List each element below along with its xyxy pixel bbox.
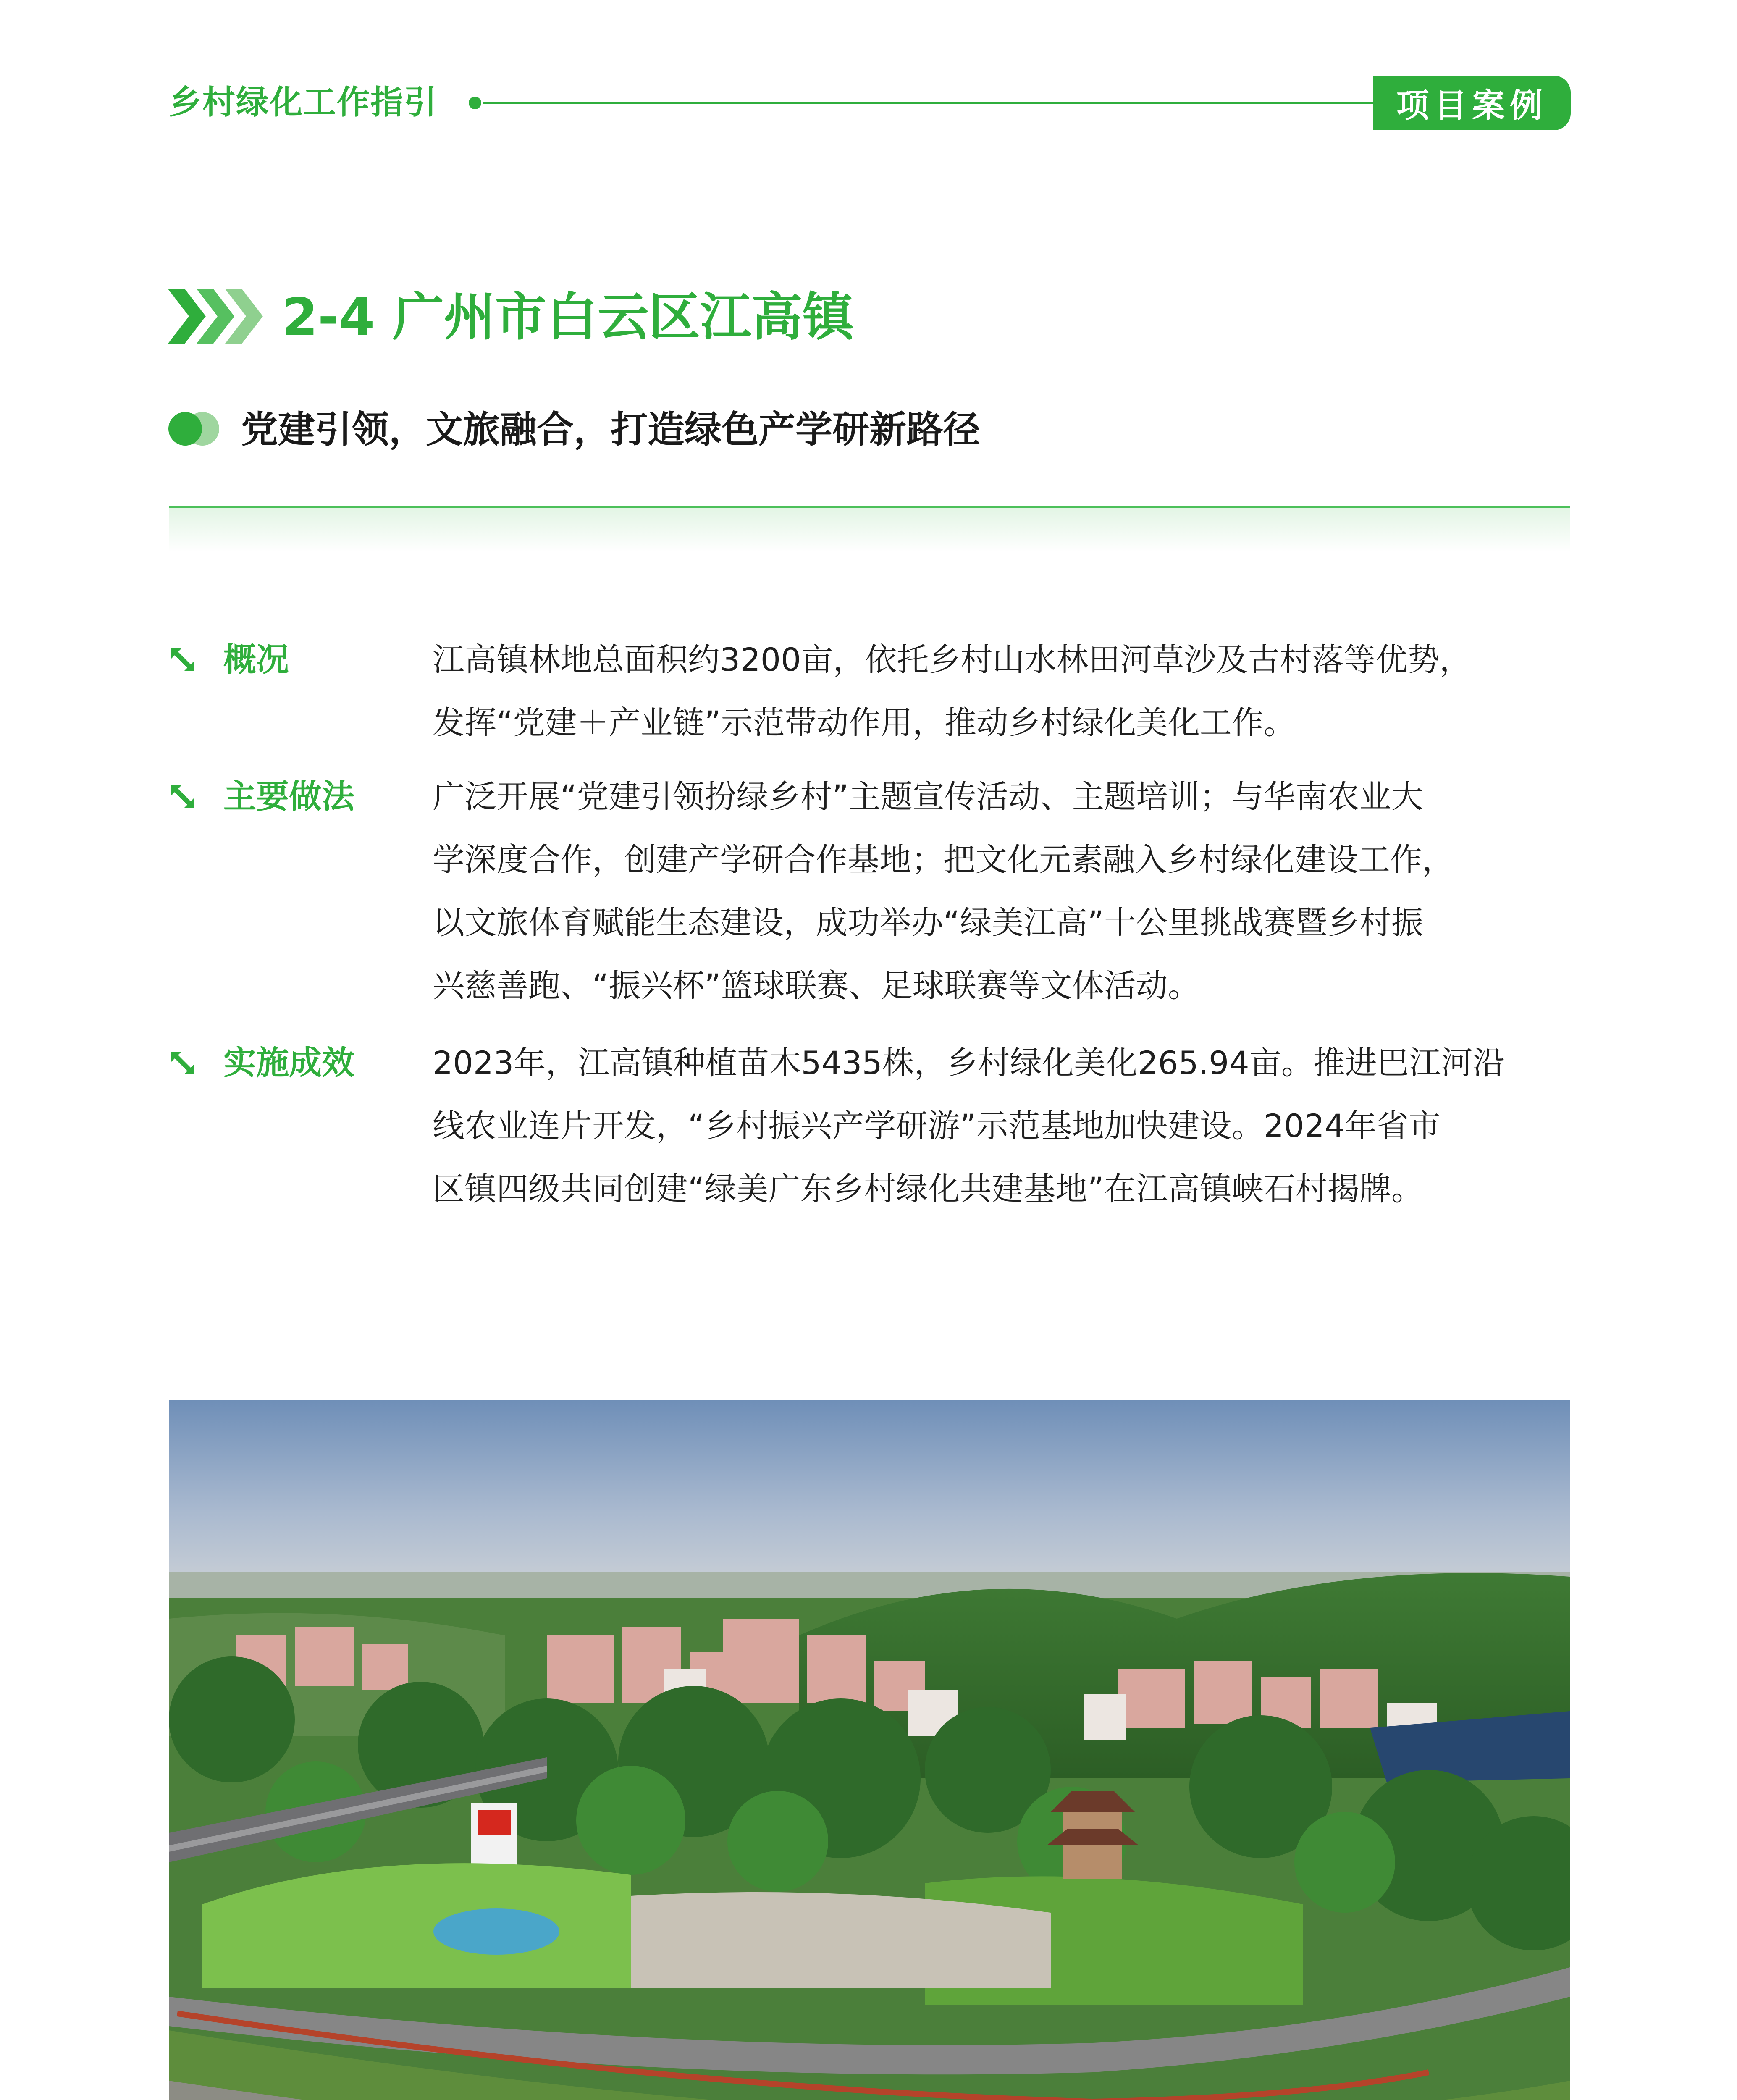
overview-label: 概况 — [223, 641, 289, 679]
results-text: 2023年，江高镇种植苗木5435株，乡村绿化美化265.94亩。推进巴江河沿 线农业连片开发，“乡村振兴产学研游”示范基地加快建设。2024年省市 区镇四级共同创建“绿美广东乡村绿化共建基地”在江高镇峡石村揭牌。 — [433, 1044, 1505, 1208]
results-label: 实施成效 — [223, 1044, 355, 1082]
aerial-village-photo — [169, 1400, 1570, 2100]
gradient-divider — [169, 506, 1570, 552]
case-subtitle: 党建引领，文旅融合，打造绿色产学研新路径 — [241, 408, 981, 451]
section-badge: 项目案例 — [1373, 76, 1571, 130]
measures-text: 广泛开展“党建引领扮绿乡村”主题宣传活动、主题培训；与华南农业大 学深度合作，创建产学研合作基地；把文化元素融入乡村绿化建设工作， 以文旅体育赋能生态建设，成功举办“绿美江高”十公里挑战赛暨乡村振 兴慈善跑、“振兴杯”篮球联赛、足球联赛等文体活动。 — [433, 778, 1454, 1004]
toggle-dots-icon — [168, 412, 223, 446]
expand-arrows-icon — [169, 1049, 197, 1077]
expand-arrows-icon — [169, 783, 197, 811]
measures-label: 主要做法 — [223, 778, 355, 816]
overview-text: 江高镇林地总面积约3200亩，依托乡村山水林田河草沙及古村落等优势， 发挥“党建＋产业链”示范带动作用，推动乡村绿化美化工作。 — [433, 641, 1472, 741]
guide-title: 乡村绿化工作指引 — [169, 84, 438, 121]
header-dot-icon — [469, 97, 481, 109]
expand-arrows-icon — [169, 646, 197, 674]
chevrons-icon — [168, 289, 265, 344]
case-title: 2-4 广州市白云区江高镇 — [282, 287, 854, 347]
header-rule — [483, 102, 1382, 104]
